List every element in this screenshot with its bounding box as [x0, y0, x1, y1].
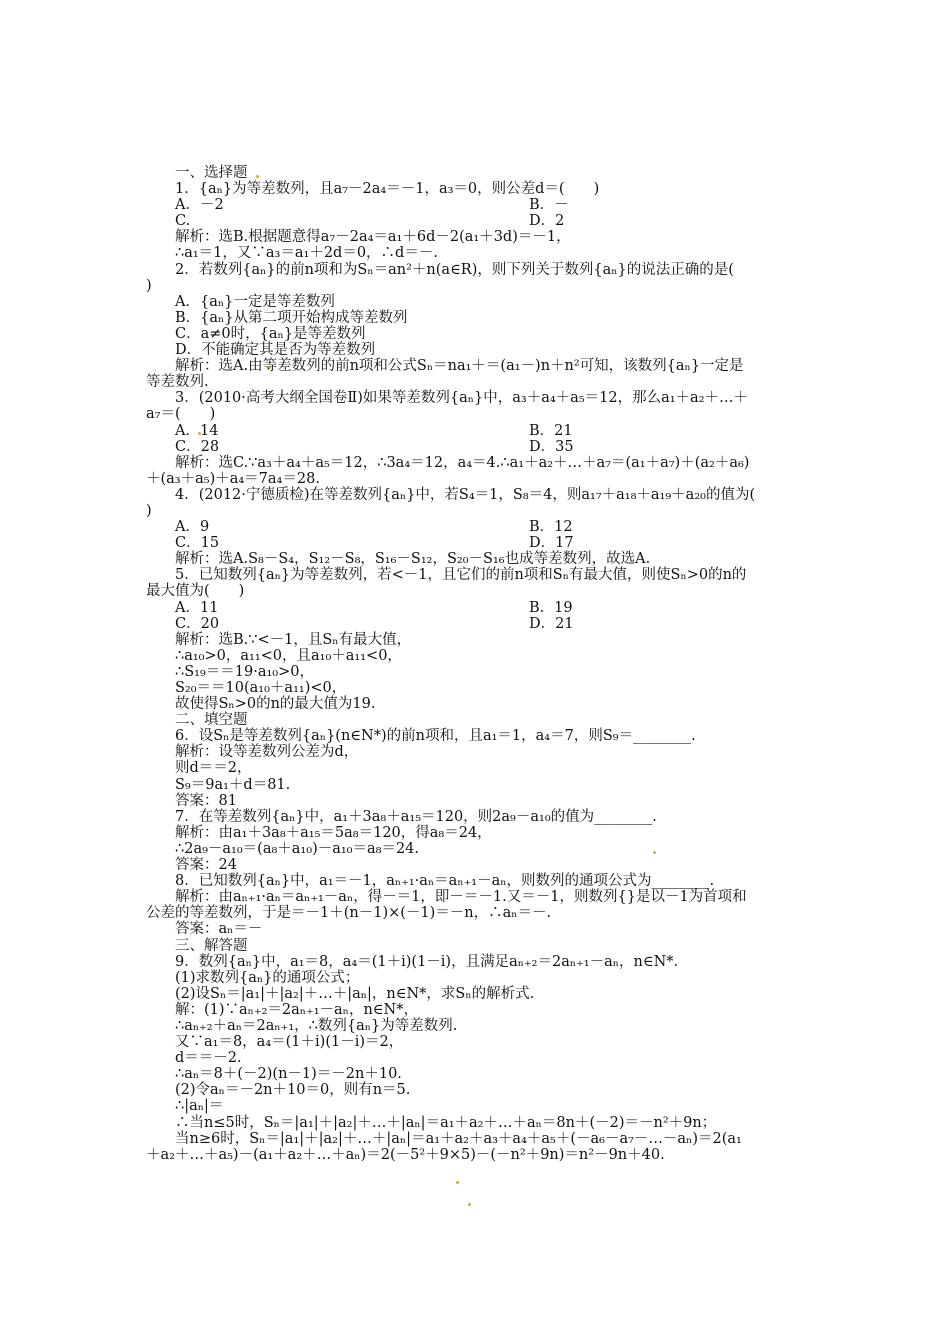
- solution-line: 则d＝＝2，: [175, 760, 252, 777]
- option-a: A．{aₙ}一定是等差数列: [175, 293, 335, 310]
- question-part: (2)设Sₙ＝|a₁|＋|a₂|＋…＋|aₙ|，n∈N*，求Sₙ的解析式.: [175, 985, 535, 1002]
- document-body: [146, 165, 816, 1163]
- solution-line: ∴当n≤5时，Sₙ＝|a₁|＋|a₂|＋…＋|aₙ|＝a₁＋a₂＋…＋aₙ＝8n＋(－2)＝－n²＋9n；: [175, 1114, 717, 1131]
- solution-line: ∴a₁₀>0，a₁₁<0，且a₁₀＋a₁₁<0，: [175, 647, 402, 664]
- question-5-cont: 最大值为( ): [146, 583, 245, 600]
- decorative-dot: [468, 1203, 471, 1206]
- question-1: 1．{aₙ}为等差数列，且a₇－2a₄＝－1，a₃＝0，则公差d＝( ): [175, 181, 600, 198]
- question-3: 3．(2010·高考大纲全国卷Ⅱ)如果等差数列{aₙ}中，a₃＋a₄＋a₅＝12，那么a₁＋a₂＋…＋: [175, 390, 749, 407]
- option-c: C．15: [175, 535, 220, 552]
- answer-line: 答案：24: [175, 857, 237, 874]
- solution-line: ∴aₙ₊₂＋aₙ＝2aₙ₊₁，∴数列{aₙ}为等差数列.: [175, 1017, 458, 1034]
- question-7: 7．在等差数列{aₙ}中，a₁＋3a₈＋a₁₅＝120，则2a₉－a₁₀的值为________.: [175, 808, 657, 825]
- solution-line: 解析：选C.∵a₃＋a₄＋a₅＝12，∴3a₄＝12，a₄＝4.∴a₁＋a₂＋…＋a₇＝(a₁＋a₇)＋(a₂＋a₆): [175, 454, 750, 471]
- options-row: [146, 616, 816, 632]
- options-row: [146, 439, 816, 455]
- options-row: [146, 423, 816, 439]
- question-8: 8．已知数列{aₙ}中，a₁＝－1，aₙ₊₁·aₙ＝aₙ₊₁－aₙ，则数列的通项公式为________.: [175, 873, 715, 890]
- option-b: B．－: [529, 197, 569, 214]
- solution-line: 解析：设等差数列公差为d，: [175, 744, 359, 761]
- solution-line: 解：(1)∵aₙ₊₂＝2aₙ₊₁－aₙ，n∈N*，: [175, 1001, 418, 1018]
- option-d: D．2: [529, 213, 565, 230]
- solution-line: 解析：由a₁＋3a₈＋a₁₅＝5a₈＝120，得a₈＝24，: [175, 824, 492, 841]
- question-6: 6．设Sₙ是等差数列{aₙ}(n∈N*)的前n项和，且a₁＝1，a₄＝7，则S₉＝________.: [175, 728, 696, 745]
- section-heading: 二、填空题: [175, 712, 248, 729]
- option-a: A．11: [175, 599, 219, 616]
- options-row: [146, 535, 816, 551]
- solution-line: ∴|aₙ|＝: [175, 1098, 224, 1115]
- option-d: D．35: [529, 438, 574, 455]
- solution-line: S₉＝9a₁＋d＝81.: [175, 776, 291, 793]
- question-9: 9．数列{aₙ}中，a₁＝8，a₄＝(1＋i)(1－i)，且满足aₙ₊₂＝2aₙ₊₁－aₙ，n∈N*.: [175, 953, 679, 970]
- solution-line: 等差数列.: [146, 374, 209, 391]
- answer-line: 答案：81: [175, 792, 237, 809]
- option-d: D．21: [529, 615, 574, 632]
- section-heading: 一、选择题: [175, 165, 248, 181]
- solution-line: (2)令aₙ＝－2n＋10＝0，则有n＝5.: [175, 1082, 411, 1099]
- option-b: B．12: [529, 519, 573, 536]
- question-5: 5．已知数列{aₙ}为等差数列，若<－1，且它们的前n项和Sₙ有最大值，则使Sₙ>0的n的: [175, 567, 747, 584]
- question-4-cont: ): [146, 502, 152, 519]
- options-row: [146, 600, 816, 616]
- options-row: [146, 197, 816, 213]
- option-c: C．20: [175, 615, 220, 632]
- solution-line: 公差的等差数列，于是＝－1＋(n－1)×(－1)＝－n，∴aₙ＝－.: [146, 905, 552, 922]
- solution-line: ∴S₁₉＝＝19·a₁₀>0，: [175, 663, 314, 680]
- option-d: D．17: [529, 535, 574, 552]
- solution-line: 解析：选A.由等差数列的前n项和公式Sₙ＝na₁＋＝(a₁－)n＋n²可知，该数列{aₙ}一定是: [175, 358, 744, 375]
- question-2: 2．若数列{aₙ}的前n项和为Sₙ＝an²＋n(a∈R)，则下列关于数列{aₙ}的说法正确的是(: [175, 261, 734, 278]
- option-d: D．不能确定其是否为等差数列: [175, 342, 376, 359]
- solution-line: 解析：选A.S₈－S₄，S₁₂－S₈，S₁₆－S₁₂，S₂₀－S₁₆也成等差数列，故选A.: [175, 551, 651, 568]
- decorative-dot: [456, 1181, 459, 1184]
- question-2-cont: ): [146, 277, 152, 294]
- question-3-cont: a₇＝( ): [146, 406, 216, 423]
- solution-line: 当n≥6时，Sₙ＝|a₁|＋|a₂|＋…＋|aₙ|＝a₁＋a₂＋a₃＋a₄＋a₅＋(－a₆－a₇－…－aₙ)＝2(a₁: [175, 1130, 742, 1147]
- solution-line: ∴2a₉－a₁₀＝(a₈＋a₁₀)－a₁₀＝a₈＝24.: [175, 840, 420, 857]
- solution-line: 解析：选B.∵<－1，且Sₙ有最大值，: [175, 631, 412, 648]
- options-row: [146, 519, 816, 535]
- option-b: B．19: [529, 599, 573, 616]
- solution-line: 解析：选B.根据题意得a₇－2a₄＝a₁＋6d－2(a₁＋3d)＝－1，: [175, 229, 571, 246]
- solution-line: 又∵a₁＝8，a₄＝(1＋i)(1－i)＝2，: [175, 1034, 404, 1051]
- solution-line: d＝＝－2.: [175, 1050, 242, 1067]
- option-a: A．14: [175, 422, 219, 439]
- answer-line: 答案：aₙ＝－: [175, 921, 263, 938]
- question-part: (1)求数列{aₙ}的通项公式；: [175, 969, 360, 986]
- solution-line: 故使得Sₙ>0的n的最大值为19.: [175, 696, 376, 713]
- option-b: B．{aₙ}从第二项开始构成等差数列: [175, 309, 408, 326]
- solution-line: S₂₀＝＝10(a₁₀＋a₁₁)<0，: [175, 680, 347, 696]
- section-heading: 三、解答题: [175, 937, 248, 954]
- option-a: A．9: [175, 519, 210, 536]
- solution-line: ∴aₙ＝8＋(－2)(n－1)＝－2n＋10.: [175, 1066, 402, 1083]
- option-b: B．21: [529, 422, 573, 439]
- solution-line: 解析：由aₙ₊₁·aₙ＝aₙ₊₁－aₙ，得－＝1，即－＝－1.又＝－1，则数列{}是以－1为首项和: [175, 889, 747, 906]
- options-row: [146, 213, 816, 229]
- option-c: C．a≠0时，{aₙ}是等差数列: [175, 325, 366, 342]
- option-a: A．－2: [175, 197, 224, 214]
- solution-line: ＋a₂＋…＋a₅)－(a₁＋a₂＋…＋aₙ)＝2(－5²＋9×5)－(－n²＋9n)＝n²－9n＋40.: [146, 1146, 665, 1163]
- question-4: 4．(2012·宁德质检)在等差数列{aₙ}中，若S₄＝1，S₈＝4，则a₁₇＋a₁₈＋a₁₉＋a₂₀的值为(: [175, 486, 756, 503]
- solution-line: ∴a₁＝1，又∵a₃＝a₁＋2d＝0，∴d＝－.: [175, 245, 438, 262]
- option-c: C．28: [175, 438, 220, 455]
- solution-line: ＋(a₃＋a₅)＋a₄＝7a₄＝28.: [146, 470, 320, 487]
- option-c: C.: [175, 213, 191, 230]
